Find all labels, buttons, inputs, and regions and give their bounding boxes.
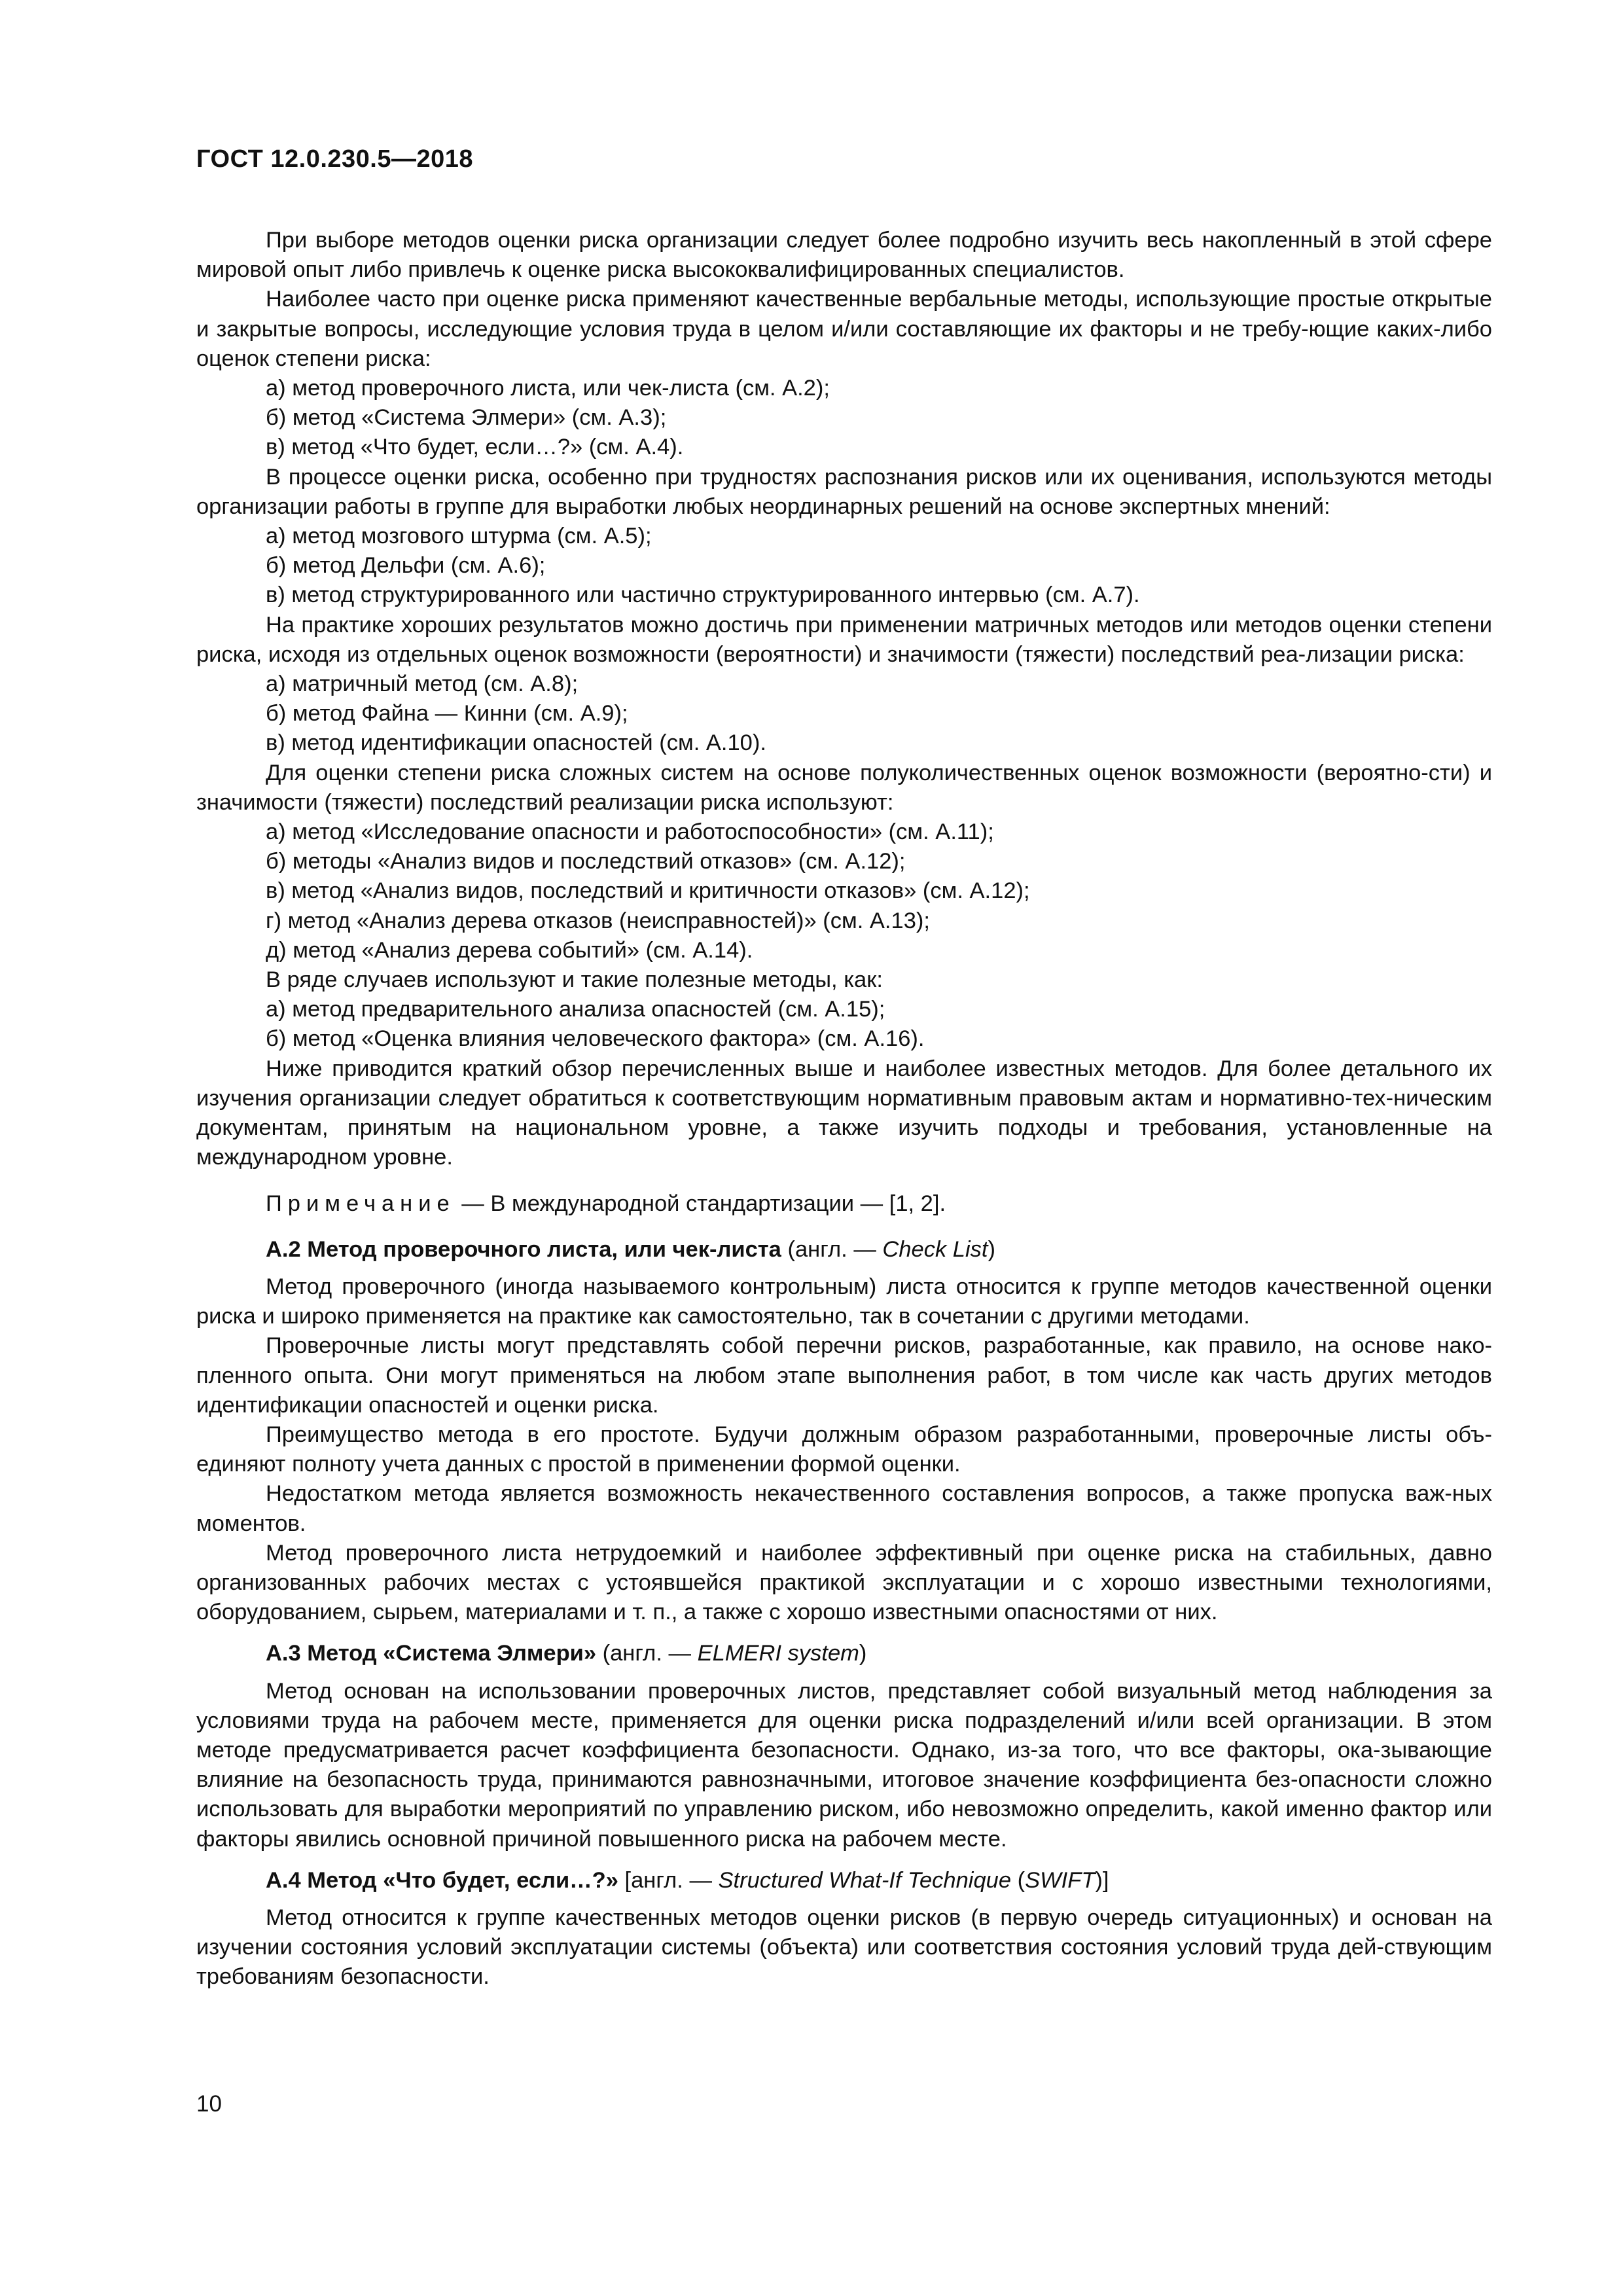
paragraph: На практике хороших результатов можно достичь при применении матричных методов или методов оценки степени риска, исходя из отдельных оценок возможности (вероятности) и значимости (тяжести) последствий реа-лизации риска: bbox=[196, 612, 1492, 667]
section-english-abbrev: SWIFT bbox=[1025, 1867, 1096, 1893]
section-suffix-end: ) bbox=[859, 1641, 867, 1666]
paragraph: В процессе оценки риска, особенно при трудностях распознания рисков или их оценивания, используются методы организации работы в группе для выработки любых неординарных решений на основе экспертных мнений: bbox=[196, 464, 1492, 519]
paragraph: Наиболее часто при оценке риска применяют качественные вербальные методы, использующие простые открытые и закрытые вопросы, исследующие условия труда в целом и/или составляющие их факторы и не требу-ющие каких-либо оценок степени риска: bbox=[196, 287, 1492, 371]
section-heading-a4 bbox=[196, 1866, 1492, 1895]
list-item: б) методы «Анализ видов и последствий отказов» (см. А.12); bbox=[266, 849, 906, 874]
paragraph: Преимущество метода в его простоте. Будучи должным образом разработанными, проверочные листы объ-единяют полноту учета данных с простой в применении формой оценки. bbox=[196, 1422, 1492, 1477]
paragraph: Метод относится к группе качественных методов оценки рисков (в первую очередь ситуационных) и основан на изучении состояния условий эксплуатации системы (объекта) или соответствия состояния условий труда дей-ствующим требованиям безопасности. bbox=[196, 1905, 1492, 1990]
paragraph: Метод основан на использовании проверочных листов, представляет собой визуальный метод наблюдения за условиями труда на рабочем месте, применяется для оценки риска подразделений и/или всей организации. В этом методе предусматривается расчет коэффициента безопасности. Однако, из-за того, что все факторы, ока-зывающие влияние на безопасность труда, принимаются равнозначными, итоговое значение коэффициента без-опасности сложно использовать для выработки мероприятий по управлению риском, ибо невозможно определить, какой именно фактор или факторы явились основной причиной повышенного риска на рабочем месте. bbox=[196, 1678, 1492, 1852]
paragraph: При выборе методов оценки риска организации следует более подробно изучить весь накопленный в этой сфере мировой опыт либо привлечь к оценке риска высококвалифицированных специалистов. bbox=[196, 228, 1492, 283]
paragraph: Ниже приводится краткий обзор перечисленных выше и наиболее известных методов. Для более детального их изучения организации следует обратиться к соответствующим нормативным правовым актам и нормативно-тех-ническим документам, принятым на национальном уровне, а также изучить подходы и требования, установленные на международном уровне. bbox=[196, 1056, 1492, 1170]
list-item: б) метод Дельфи (см. А.6); bbox=[266, 553, 546, 579]
list-item: д) метод «Анализ дерева событий» (см. А.14). bbox=[266, 937, 753, 963]
list-item: в) метод «Анализ видов, последствий и критичности отказов» (см. А.12); bbox=[266, 878, 1030, 904]
list-item: а) метод предварительного анализа опасностей (см. А.15); bbox=[266, 997, 885, 1022]
document-body bbox=[196, 226, 1492, 1992]
section-suffix-end: )] bbox=[1095, 1867, 1109, 1893]
paragraph: Метод проверочного (иногда называемого контрольным) листа относится к группе методов качественной оценки риска и широко применяется на практике как самостоятельно, так в сочетании с другими методами. bbox=[196, 1274, 1492, 1329]
document-header: ГОСТ 12.0.230.5—2018 bbox=[196, 145, 474, 173]
paragraph: Для оценки степени риска сложных систем на основе полуколичественных оценок возможности (вероятно-сти) и значимости (тяжести) последствий реализации риска используют: bbox=[196, 760, 1492, 815]
section-suffix: (англ. — bbox=[596, 1641, 698, 1666]
section-suffix: (англ. — bbox=[781, 1236, 883, 1262]
list-item: в) метод идентификации опасностей (см. А.10). bbox=[266, 730, 766, 756]
list-item: б) метод «Система Элмери» (см. А.3); bbox=[266, 405, 667, 431]
list-item: а) матричный метод (см. А.8); bbox=[266, 672, 579, 697]
section-suffix-mid: ( bbox=[1011, 1867, 1026, 1893]
list-item: в) метод «Что будет, если…?» (см. А.4). bbox=[266, 435, 684, 460]
note bbox=[196, 1189, 1492, 1219]
paragraph: В ряде случаев используют и такие полезные методы, как: bbox=[266, 967, 883, 993]
section-english-title: ELMERI system bbox=[697, 1641, 859, 1666]
section-title: А.4 Метод «Что будет, если…?» bbox=[266, 1867, 618, 1893]
page-number: 10 bbox=[196, 2091, 222, 2117]
paragraph: Проверочные листы могут представлять собой перечни рисков, разработанные, как правило, на основе нако-пленного опыта. Они могут применяться на любом этапе выполнения работ, в том числе как часть других методов идентификации опасностей и оценки риска. bbox=[196, 1333, 1492, 1418]
note-text: — В международной стандартизации — [1, 2]. bbox=[455, 1191, 946, 1216]
list-item: а) метод проверочного листа, или чек-листа (см. А.2); bbox=[266, 376, 830, 401]
note-label: Примечание bbox=[266, 1191, 455, 1216]
section-english-title: Structured What-If Technique bbox=[718, 1867, 1012, 1893]
section-suffix: [англ. — bbox=[618, 1867, 719, 1893]
section-suffix-end: ) bbox=[988, 1236, 995, 1262]
section-english-title: Check List bbox=[882, 1236, 988, 1262]
paragraph: Недостатком метода является возможность некачественного составления вопросов, а также пропуска важ-ных моментов. bbox=[196, 1481, 1492, 1536]
section-title: А.2 Метод проверочного листа, или чек-листа bbox=[266, 1236, 781, 1262]
section-heading-a2 bbox=[196, 1235, 1492, 1265]
list-item: а) метод мозгового штурма (см. А.5); bbox=[266, 524, 652, 549]
section-heading-a3 bbox=[196, 1639, 1492, 1668]
list-item: б) метод «Оценка влияния человеческого фактора» (см. А.16). bbox=[266, 1026, 925, 1052]
paragraph: Метод проверочного листа нетрудоемкий и наиболее эффективный при оценке риска на стабильных, давно организованных рабочих местах с устоявшейся практикой эксплуатации и с хорошо известными технологиями, оборудованием, сырьем, материалами и т. п., а также с хорошо известными опасностями от них. bbox=[196, 1540, 1492, 1625]
list-item: а) метод «Исследование опасности и работоспособности» (см. А.11); bbox=[266, 819, 994, 845]
section-title: А.3 Метод «Система Элмери» bbox=[266, 1641, 597, 1666]
list-item: г) метод «Анализ дерева отказов (неисправностей)» (см. А.13); bbox=[266, 908, 930, 933]
list-item: в) метод структурированного или частично структурированного интервью (см. А.7). bbox=[266, 583, 1140, 608]
list-item: б) метод Файна — Кинни (см. А.9); bbox=[266, 701, 628, 726]
